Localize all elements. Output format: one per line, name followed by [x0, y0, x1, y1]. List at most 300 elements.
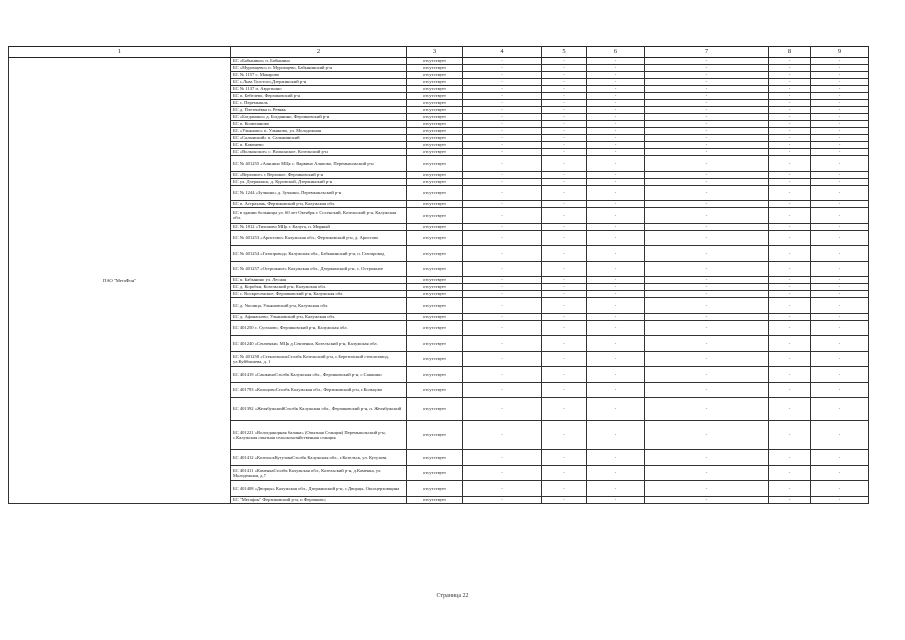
station-name-cell: БС 401221 «Вологданорная балина» (Опытная Станция) Перемышльский р-н, с.Калужская опытная сельскохозяйственная станция: [231, 420, 407, 450]
dash-cell-col-6: -: [587, 367, 645, 383]
dash-cell-col-4: -: [463, 398, 542, 421]
status-cell: отсутствует: [407, 465, 463, 481]
dash-cell-col-6: -: [587, 284, 645, 291]
dash-cell-col-8: -: [769, 156, 811, 172]
dash-cell-col-4: -: [463, 201, 542, 208]
dash-cell-col-6: -: [587, 313, 645, 320]
dash-cell-col-4: -: [463, 86, 542, 93]
status-cell: отсутствует: [407, 79, 463, 86]
dash-cell-col-8: -: [769, 208, 811, 224]
col-header-5: 5: [542, 47, 587, 58]
status-cell: отсутствует: [407, 178, 463, 185]
station-name-cell: БС «Салынский» п. Салынинский: [231, 135, 407, 142]
dash-cell-col-6: -: [587, 149, 645, 156]
dash-cell-col-9: -: [811, 284, 869, 291]
dash-cell-col-7: -: [645, 156, 769, 172]
dash-cell-col-8: -: [769, 336, 811, 352]
station-name-cell: БС п. Астрахань, Ферзиковский р-н, Калужская обл.: [231, 201, 407, 208]
dash-cell-col-7: -: [645, 313, 769, 320]
dash-cell-col-6: -: [587, 261, 645, 277]
dash-cell-col-9: -: [811, 86, 869, 93]
status-cell: отсутствует: [407, 320, 463, 336]
dash-cell-col-9: -: [811, 121, 869, 128]
dash-cell-col-7: -: [645, 201, 769, 208]
dash-cell-col-9: -: [811, 291, 869, 298]
station-name-cell: БС п. Каменево: [231, 142, 407, 149]
dash-cell-col-9: -: [811, 79, 869, 86]
station-name-cell: БС п. Бабынино ул. Лесная: [231, 277, 407, 284]
dash-cell-col-6: -: [587, 121, 645, 128]
dash-cell-col-9: -: [811, 156, 869, 172]
dash-cell-col-8: -: [769, 128, 811, 135]
dash-cell-col-9: -: [811, 277, 869, 284]
dash-cell-col-5: -: [542, 171, 587, 178]
dash-cell-col-7: -: [645, 100, 769, 107]
dash-cell-col-6: -: [587, 86, 645, 93]
station-name-cell: БС «Волконское» с. Волконское, Козельский р-н: [231, 149, 407, 156]
col-header-1: 1: [9, 47, 231, 58]
dash-cell-col-5: -: [542, 135, 587, 142]
dash-cell-col-8: -: [769, 230, 811, 246]
dash-cell-col-4: -: [463, 320, 542, 336]
dash-cell-col-6: -: [587, 336, 645, 352]
dash-cell-col-7: -: [645, 58, 769, 65]
dash-cell-col-7: -: [645, 336, 769, 352]
dash-cell-col-5: -: [542, 65, 587, 72]
dash-cell-col-5: -: [542, 79, 587, 86]
dash-cell-col-8: -: [769, 284, 811, 291]
col-header-4: 4: [463, 47, 542, 58]
dash-cell-col-4: -: [463, 465, 542, 481]
dash-cell-col-9: -: [811, 171, 869, 178]
dash-cell-col-9: -: [811, 72, 869, 79]
dash-cell-col-5: -: [542, 178, 587, 185]
dash-cell-col-6: -: [587, 291, 645, 298]
dash-cell-col-7: -: [645, 367, 769, 383]
station-name-cell: БС № 401258 «СтекловолокСтолбк Козельский р-н, с.Березичский стеклозавод, ул.Куйбышева, д. 1: [231, 351, 407, 367]
dash-cell-col-5: -: [542, 291, 587, 298]
dash-cell-col-9: -: [811, 351, 869, 367]
dash-cell-col-4: -: [463, 79, 542, 86]
dash-cell-col-5: -: [542, 86, 587, 93]
dash-cell-col-9: -: [811, 398, 869, 421]
dash-cell-col-8: -: [769, 320, 811, 336]
station-name-cell: БС 401793 «КольцовоСтолбк Калужская обл., Ферзиковский р-н, г.Кольцово: [231, 382, 407, 398]
dash-cell-col-9: -: [811, 185, 869, 201]
dash-cell-col-4: -: [463, 185, 542, 201]
dash-cell-col-6: -: [587, 208, 645, 224]
dash-cell-col-8: -: [769, 398, 811, 421]
station-name-cell: БС № 401253 «Аристово» Калужская обл., Ферзиковский р-н, д. Аристово: [231, 230, 407, 246]
station-name-cell: БС п. Колюпаново: [231, 121, 407, 128]
dash-cell-col-4: -: [463, 496, 542, 503]
dash-cell-col-7: -: [645, 223, 769, 230]
dash-cell-col-9: -: [811, 100, 869, 107]
dash-cell-col-4: -: [463, 135, 542, 142]
dash-cell-col-9: -: [811, 450, 869, 466]
dash-cell-col-7: -: [645, 291, 769, 298]
dash-cell-col-5: -: [542, 261, 587, 277]
status-cell: отсутствует: [407, 72, 463, 79]
station-name-cell: БС № 1157 с. Макарово: [231, 72, 407, 79]
dash-cell-col-5: -: [542, 465, 587, 481]
status-cell: отсутствует: [407, 65, 463, 72]
dash-cell-col-7: -: [645, 79, 769, 86]
dash-cell-col-5: -: [542, 128, 587, 135]
dash-cell-col-9: -: [811, 178, 869, 185]
dash-cell-col-6: -: [587, 185, 645, 201]
dash-cell-col-6: -: [587, 351, 645, 367]
dash-cell-col-8: -: [769, 223, 811, 230]
dash-cell-col-9: -: [811, 223, 869, 230]
dash-cell-col-5: -: [542, 58, 587, 65]
status-cell: отсутствует: [407, 398, 463, 421]
status-cell: отсутствует: [407, 100, 463, 107]
station-name-cell: БС 401240 «Сенченки» МЦк д.Сенченки, Козельский р-н, Калужская обл.: [231, 336, 407, 352]
dash-cell-col-5: -: [542, 156, 587, 172]
station-name-cell: БС «Бабынино» п. Бабынино: [231, 58, 407, 65]
dash-cell-col-8: -: [769, 100, 811, 107]
dash-cell-col-7: -: [645, 208, 769, 224]
station-name-cell: БС с. Перемышль: [231, 100, 407, 107]
dash-cell-col-9: -: [811, 367, 869, 383]
station-name-cell: БС 401392 «ЖелябужскийСтолбк Калужская обл., Ферзиковский р-н, п. Желябужский: [231, 398, 407, 421]
station-name-cell: БС 401411 «КаменкаСтолбк Калужская обл., Козельский р-н, д.Каменка, ул. Молодежная, д.7: [231, 465, 407, 481]
dash-cell-col-5: -: [542, 93, 587, 100]
dash-cell-col-6: -: [587, 496, 645, 503]
dash-cell-col-4: -: [463, 93, 542, 100]
dash-cell-col-8: -: [769, 149, 811, 156]
dash-cell-col-6: -: [587, 298, 645, 314]
dash-cell-col-4: -: [463, 65, 542, 72]
dash-cell-col-6: -: [587, 93, 645, 100]
status-cell: отсутствует: [407, 107, 463, 114]
dash-cell-col-7: -: [645, 72, 769, 79]
dash-cell-col-9: -: [811, 313, 869, 320]
dash-cell-col-8: -: [769, 465, 811, 481]
dash-cell-col-6: -: [587, 450, 645, 466]
dash-cell-col-8: -: [769, 481, 811, 497]
dash-cell-col-6: -: [587, 72, 645, 79]
dash-cell-col-8: -: [769, 79, 811, 86]
station-name-cell: БС д. Плетенёвка п. Ревякь: [231, 107, 407, 114]
dash-cell-col-5: -: [542, 121, 587, 128]
dash-cell-col-6: -: [587, 114, 645, 121]
dash-cell-col-8: -: [769, 107, 811, 114]
station-name-cell: БС № 401255 «Аляпино МЦк с. Варвино Аляпово, Перемышльский р-н: [231, 156, 407, 172]
dash-cell-col-6: -: [587, 420, 645, 450]
dash-cell-col-4: -: [463, 223, 542, 230]
dash-cell-col-6: -: [587, 79, 645, 86]
dash-cell-col-7: -: [645, 114, 769, 121]
dash-cell-col-6: -: [587, 65, 645, 72]
dash-cell-col-9: -: [811, 208, 869, 224]
dash-cell-col-5: -: [542, 351, 587, 367]
station-name-cell: БС ул. Дзержинск, д. Куровской, Дзержинский р-н: [231, 178, 407, 185]
dash-cell-col-7: -: [645, 450, 769, 466]
dash-cell-col-9: -: [811, 201, 869, 208]
dash-cell-col-4: -: [463, 72, 542, 79]
dash-cell-col-7: -: [645, 382, 769, 398]
col-header-3: 3: [407, 47, 463, 58]
dash-cell-col-6: -: [587, 320, 645, 336]
dash-cell-col-5: -: [542, 277, 587, 284]
dash-cell-col-4: -: [463, 156, 542, 172]
status-cell: отсутствует: [407, 142, 463, 149]
status-cell: отсутствует: [407, 246, 463, 262]
dash-cell-col-9: -: [811, 382, 869, 398]
dash-cell-col-6: -: [587, 398, 645, 421]
status-cell: отсутствует: [407, 481, 463, 497]
status-cell: отсутствует: [407, 382, 463, 398]
dash-cell-col-4: -: [463, 277, 542, 284]
col-header-2: 2: [231, 47, 407, 58]
dash-cell-col-6: -: [587, 156, 645, 172]
status-cell: отсутствует: [407, 496, 463, 503]
dash-cell-col-9: -: [811, 336, 869, 352]
dash-cell-col-7: -: [645, 142, 769, 149]
dash-cell-col-9: -: [811, 481, 869, 497]
dash-cell-col-4: -: [463, 178, 542, 185]
dash-cell-col-5: -: [542, 481, 587, 497]
status-cell: отсутствует: [407, 223, 463, 230]
station-name-cell: БС № 401254 «Газопровод» Калужская обл., Бабынинский р-н, п. Газопровод: [231, 246, 407, 262]
dash-cell-col-7: -: [645, 178, 769, 185]
dash-cell-col-4: -: [463, 450, 542, 466]
dash-cell-col-7: -: [645, 261, 769, 277]
status-cell: отсутствует: [407, 58, 463, 65]
dash-cell-col-4: -: [463, 298, 542, 314]
dash-cell-col-7: -: [645, 284, 769, 291]
dash-cell-col-9: -: [811, 93, 869, 100]
dash-cell-col-7: -: [645, 121, 769, 128]
dash-cell-col-8: -: [769, 171, 811, 178]
dash-cell-col-5: -: [542, 367, 587, 383]
dash-cell-col-6: -: [587, 481, 645, 497]
dash-cell-col-5: -: [542, 185, 587, 201]
dash-cell-col-9: -: [811, 298, 869, 314]
page-number: Страница 22: [436, 593, 469, 599]
dash-cell-col-6: -: [587, 382, 645, 398]
status-cell: отсутствует: [407, 261, 463, 277]
dash-cell-col-9: -: [811, 135, 869, 142]
dash-cell-col-8: -: [769, 185, 811, 201]
dash-cell-col-4: -: [463, 142, 542, 149]
dash-cell-col-4: -: [463, 149, 542, 156]
station-name-cell: БС д. Уколица, Ульяновский р-н, Калужская обл.: [231, 298, 407, 314]
dash-cell-col-8: -: [769, 291, 811, 298]
dash-cell-col-8: -: [769, 298, 811, 314]
dash-cell-col-5: -: [542, 450, 587, 466]
status-cell: отсутствует: [407, 284, 463, 291]
dash-cell-col-9: -: [811, 128, 869, 135]
dash-cell-col-9: -: [811, 261, 869, 277]
status-cell: отсутствует: [407, 291, 463, 298]
dash-cell-col-5: -: [542, 223, 587, 230]
dash-cell-col-8: -: [769, 496, 811, 503]
status-cell: отсутствует: [407, 420, 463, 450]
dash-cell-col-7: -: [645, 128, 769, 135]
dash-cell-col-7: -: [645, 351, 769, 367]
status-cell: отсутствует: [407, 121, 463, 128]
status-cell: отсутствует: [407, 156, 463, 172]
dash-cell-col-9: -: [811, 142, 869, 149]
dash-cell-col-8: -: [769, 114, 811, 121]
dash-cell-col-6: -: [587, 201, 645, 208]
dash-cell-col-5: -: [542, 420, 587, 450]
dash-cell-col-7: -: [645, 246, 769, 262]
dash-cell-col-5: -: [542, 284, 587, 291]
dash-cell-col-9: -: [811, 246, 869, 262]
dash-cell-col-5: -: [542, 313, 587, 320]
dash-cell-col-8: -: [769, 135, 811, 142]
status-cell: отсутствует: [407, 86, 463, 93]
dash-cell-col-7: -: [645, 93, 769, 100]
dash-cell-col-5: -: [542, 246, 587, 262]
dash-cell-col-8: -: [769, 65, 811, 72]
dash-cell-col-4: -: [463, 284, 542, 291]
col-header-6: 6: [587, 47, 645, 58]
dash-cell-col-6: -: [587, 100, 645, 107]
dash-cell-col-4: -: [463, 208, 542, 224]
station-name-cell: БС 401250 с. Сугоново, Ферзиковский р-н, Калужская обл.: [231, 320, 407, 336]
station-name-cell: БС "Мегафон" Ферзиковский р-н, п Ферзиково;: [231, 496, 407, 503]
col-header-8: 8: [769, 47, 811, 58]
dash-cell-col-9: -: [811, 65, 869, 72]
dash-cell-col-5: -: [542, 336, 587, 352]
dash-cell-col-7: -: [645, 320, 769, 336]
dash-cell-col-9: -: [811, 320, 869, 336]
dash-cell-col-8: -: [769, 201, 811, 208]
dash-cell-col-4: -: [463, 481, 542, 497]
dash-cell-col-5: -: [542, 72, 587, 79]
dash-cell-col-7: -: [645, 465, 769, 481]
dash-cell-col-8: -: [769, 93, 811, 100]
dash-cell-col-4: -: [463, 382, 542, 398]
dash-cell-col-6: -: [587, 223, 645, 230]
dash-cell-col-6: -: [587, 128, 645, 135]
dash-cell-col-6: -: [587, 465, 645, 481]
dash-cell-col-8: -: [769, 86, 811, 93]
station-name-cell: БС п. Бебелево, Ферзиковский р-н: [231, 93, 407, 100]
dash-cell-col-8: -: [769, 277, 811, 284]
dash-cell-col-4: -: [463, 367, 542, 383]
dash-cell-col-5: -: [542, 107, 587, 114]
dash-cell-col-5: -: [542, 201, 587, 208]
col-header-9: 9: [811, 47, 869, 58]
dash-cell-col-7: -: [645, 230, 769, 246]
dash-cell-col-5: -: [542, 398, 587, 421]
dash-cell-col-9: -: [811, 114, 869, 121]
status-cell: отсутствует: [407, 149, 463, 156]
status-cell: отсутствует: [407, 298, 463, 314]
dash-cell-col-9: -: [811, 420, 869, 450]
dash-cell-col-6: -: [587, 58, 645, 65]
dash-cell-col-4: -: [463, 313, 542, 320]
dash-cell-col-4: -: [463, 107, 542, 114]
dash-cell-col-5: -: [542, 298, 587, 314]
station-name-cell: БС 401412 «КозельскКутузоваСтолбк Калужская обл., г.Козельск, ул. Кутузова: [231, 450, 407, 466]
dash-cell-col-6: -: [587, 230, 645, 246]
station-name-cell: БС № 401257 «Острожное» Калужская обл., Дзержинский р-н, с. Острожное: [231, 261, 407, 277]
dash-cell-col-8: -: [769, 261, 811, 277]
status-cell: отсутствует: [407, 450, 463, 466]
dash-cell-col-7: -: [645, 86, 769, 93]
dash-cell-col-4: -: [463, 121, 542, 128]
status-cell: отсутствует: [407, 171, 463, 178]
station-name-cell: БС «Богданино» д. Богданино, Ферзиковский р-н: [231, 114, 407, 121]
status-cell: отсутствует: [407, 230, 463, 246]
dash-cell-col-5: -: [542, 208, 587, 224]
dash-cell-col-8: -: [769, 420, 811, 450]
status-cell: отсутствует: [407, 201, 463, 208]
station-name-cell: БС № 1137 п. Авдотьино: [231, 86, 407, 93]
dash-cell-col-9: -: [811, 58, 869, 65]
dash-cell-col-6: -: [587, 107, 645, 114]
status-cell: отсутствует: [407, 135, 463, 142]
status-cell: отсутствует: [407, 351, 463, 367]
station-name-cell: БС с. Воскресенское, Ферзиковский р-н, Калужская обл.: [231, 291, 407, 298]
dash-cell-col-4: -: [463, 261, 542, 277]
dash-cell-col-7: -: [645, 298, 769, 314]
dash-cell-col-9: -: [811, 107, 869, 114]
table-row: [9, 58, 869, 65]
dash-cell-col-4: -: [463, 58, 542, 65]
dash-cell-col-4: -: [463, 114, 542, 121]
dash-cell-col-8: -: [769, 367, 811, 383]
status-cell: отсутствует: [407, 93, 463, 100]
dash-cell-col-6: -: [587, 171, 645, 178]
status-cell: отсутствует: [407, 128, 463, 135]
dash-cell-col-8: -: [769, 313, 811, 320]
dash-cell-col-4: -: [463, 291, 542, 298]
dash-cell-col-7: -: [645, 149, 769, 156]
dash-cell-col-6: -: [587, 178, 645, 185]
col-header-7: 7: [645, 47, 769, 58]
station-name-cell: БС д. Коробки, Козельский р-н, Калужская обл.: [231, 284, 407, 291]
dash-cell-col-4: -: [463, 336, 542, 352]
station-name-cell: БС с.Льва Толстого,Дзержинский р-н: [231, 79, 407, 86]
dash-cell-col-8: -: [769, 142, 811, 149]
status-cell: отсутствует: [407, 208, 463, 224]
dash-cell-col-5: -: [542, 114, 587, 121]
dash-cell-col-5: -: [542, 496, 587, 503]
status-cell: отсутствует: [407, 114, 463, 121]
dash-cell-col-4: -: [463, 128, 542, 135]
dash-cell-col-9: -: [811, 465, 869, 481]
dash-cell-col-4: -: [463, 420, 542, 450]
dash-cell-col-9: -: [811, 496, 869, 503]
dash-cell-col-7: -: [645, 398, 769, 421]
status-cell: отсутствует: [407, 185, 463, 201]
dash-cell-col-7: -: [645, 135, 769, 142]
station-name-cell: БС в здании больницы ул. 60 лет Октября г. Сосенский, Козельский р-н, Калужская обл.: [231, 208, 407, 224]
dash-cell-col-5: -: [542, 100, 587, 107]
dash-cell-col-7: -: [645, 481, 769, 497]
header-row: [9, 47, 869, 58]
dash-cell-col-5: -: [542, 230, 587, 246]
dash-cell-col-6: -: [587, 246, 645, 262]
dash-cell-col-8: -: [769, 382, 811, 398]
station-name-cell: БС д. Афанасьево, Ульяновский р-н, Калужская обл.: [231, 313, 407, 320]
dash-cell-col-8: -: [769, 246, 811, 262]
dash-cell-col-4: -: [463, 100, 542, 107]
station-name-cell: БС «Верховое» с Верховое, Ферзиковский р-н: [231, 171, 407, 178]
operator-cell: ПАО "МегаФон": [9, 58, 231, 504]
dash-cell-col-5: -: [542, 149, 587, 156]
dash-cell-col-6: -: [587, 135, 645, 142]
dash-cell-col-8: -: [769, 351, 811, 367]
